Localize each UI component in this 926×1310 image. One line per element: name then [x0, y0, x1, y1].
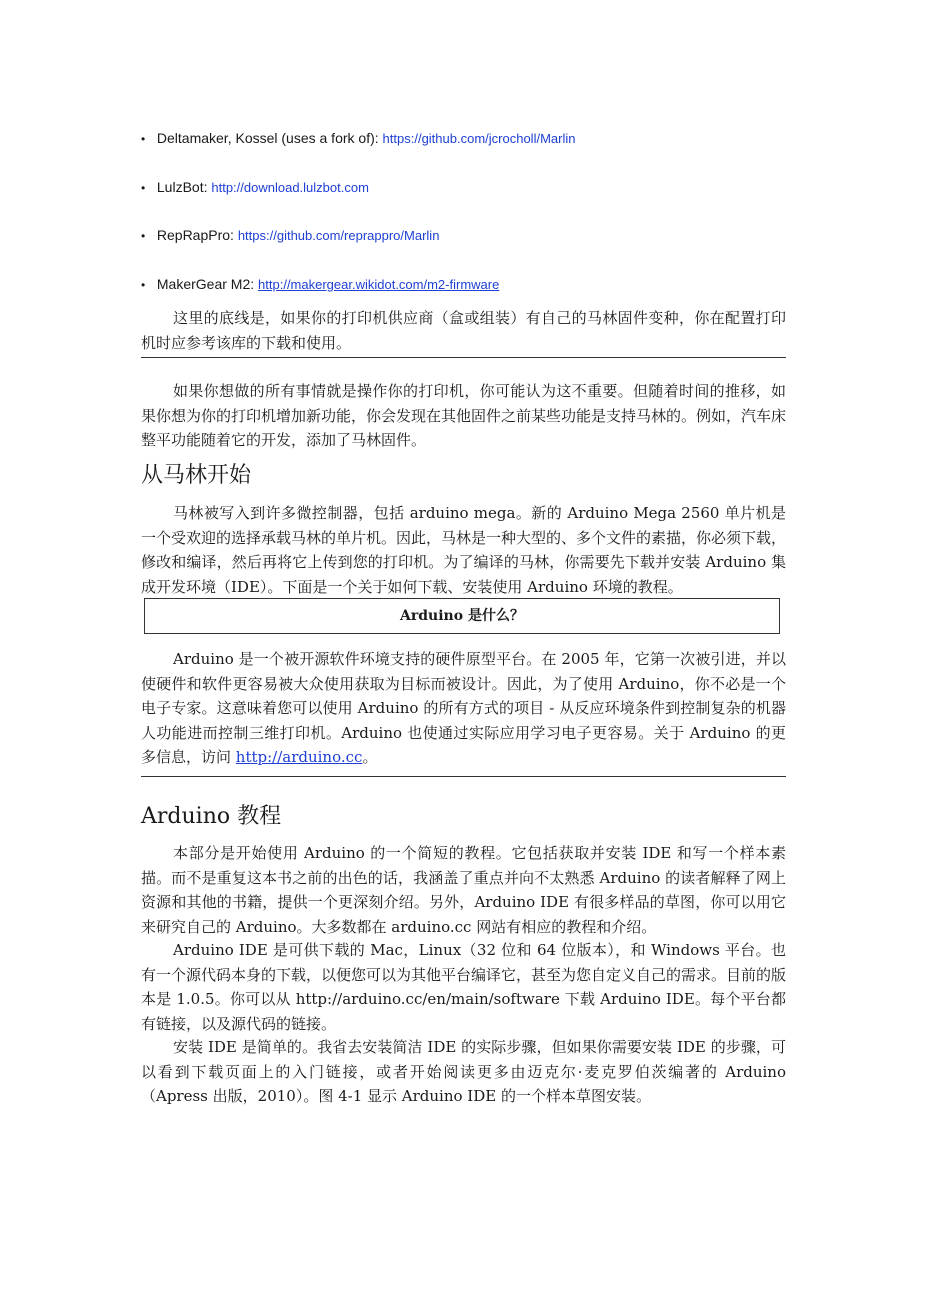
bullet-label: MakerGear M2:	[156, 276, 255, 292]
link-suffix: 。	[362, 748, 378, 766]
makergear-link[interactable]: http://makergear.wikidot.com/m2-firmware	[258, 277, 500, 292]
lulzbot-link[interactable]: http://download.lulzbot.com	[211, 180, 369, 195]
sidebar-box-title	[144, 598, 780, 634]
bullet-glyph: •	[141, 132, 146, 146]
divider	[141, 357, 786, 358]
bullet-label: RepRapPro:	[156, 227, 234, 243]
bullet-glyph: •	[141, 278, 146, 292]
box-title-text: Arduino 是什么？	[400, 608, 524, 624]
list-item	[141, 226, 439, 245]
bullet-label: LulzBot:	[156, 179, 208, 195]
section-heading-marlin: 从马林开始	[141, 463, 252, 488]
paragraph-marlin: 马林被写入到许多微控制器，包括 arduino mega。新的 Arduino Mega 2560 单片机是一个受欢迎的选择承载马林的单片机。因此，马林是一种大型的、多个文件的素描，你必须下载，修改和编译，然后再将它上传到您的打印机。为了编译的马林，你需要先下载并安装 Arduino 集成开发环境（IDE）。下面是一个关于如何下载、安装使用 Arduino 环境的教程。	[141, 504, 787, 596]
paragraph-bottom-line: 这里的底线是，如果你的打印机供应商（盒或组装）有自己的马林固件变种，你在配置打印机时应参考该库的下载和使用。	[141, 309, 786, 352]
list-item	[141, 275, 499, 294]
arduino-cc-link[interactable]: http://arduino.cc	[235, 748, 363, 766]
bullet-glyph: •	[141, 229, 146, 243]
section-heading-tutorial: Arduino 教程	[141, 804, 282, 829]
list-item	[141, 178, 369, 197]
paragraph-if-you-want: 如果你想做的所有事情就是操作你的打印机，你可能认为这不重要。但随着时间的推移，如果你想为你的打印机增加新功能，你会发现在其他固件之前某些功能是支持马林的。例如，汽车床整平功能随着它的开发，添加了马林固件。	[141, 382, 787, 449]
reprappro-link[interactable]: https://github.com/reprappro/Marlin	[237, 228, 440, 243]
what-is-arduino-text: Arduino 是一个被开源软件环境支持的硬件原型平台。在 2005 年，它第一次被引进，并以使硬件和软件更容易被大众使用获取为目标而被设计。因此，为了使用 Arduino，你不必是一个电子专家。这意味着您可以使用 Arduino 的所有方式的项目 - 从反应环境条件到控制复杂的机器人功能进而控制三维打印机。Arduino 也使通过实际应用学习电子更容易。关于 Arduino 的更多信息，访问	[141, 650, 786, 766]
bullet-label: Deltamaker, Kossel (uses a fork of):	[156, 130, 379, 146]
paragraph-tutorial-1: 本部分是开始使用 Arduino 的一个简短的教程。它包括获取并安装 IDE 和写一个样本素描。而不是重复这本书之前的出色的话，我涵盖了重点并向不太熟悉 Arduino 的读者解释了网上资源和其他的书籍，提供一个更深刻介绍。另外，Arduino IDE 有很多样品的草图，你可以用它来研究自己的 Arduino。大多数都在 arduino.cc 网站有相应的教程和介绍。	[141, 844, 786, 936]
divider	[141, 776, 786, 777]
paragraph-what-is-arduino	[141, 647, 786, 770]
list-item	[141, 129, 575, 148]
paragraph-tutorial-2: Arduino IDE 是可供下载的 Mac，Linux（32 位和 64 位版本），和 Windows 平台。也有一个源代码本身的下载，以便您可以为其他平台编译它，甚至为您自定义自己的需求。目前的版本是 1.0.5。你可以从 http://arduino.cc/en/main/software 下载 Arduino IDE。每个平台都有链接，以及源代码的链接。	[141, 941, 787, 1033]
marlin-fork-link[interactable]: https://github.com/jcrocholl/Marlin	[382, 131, 576, 146]
paragraph-tutorial-3: 安装 IDE 是简单的。我省去安装简洁 IDE 的实际步骤，但如果你需要安装 IDE 的步骤，可以看到下载页面上的入门链接，或者开始阅读更多由迈克尔·麦克罗伯茨编著的 Arduino（Apress 出版，2010）。图 4-1 显示 Arduino IDE 的一个样本草图安装。	[141, 1038, 786, 1105]
bullet-glyph: •	[141, 181, 146, 195]
